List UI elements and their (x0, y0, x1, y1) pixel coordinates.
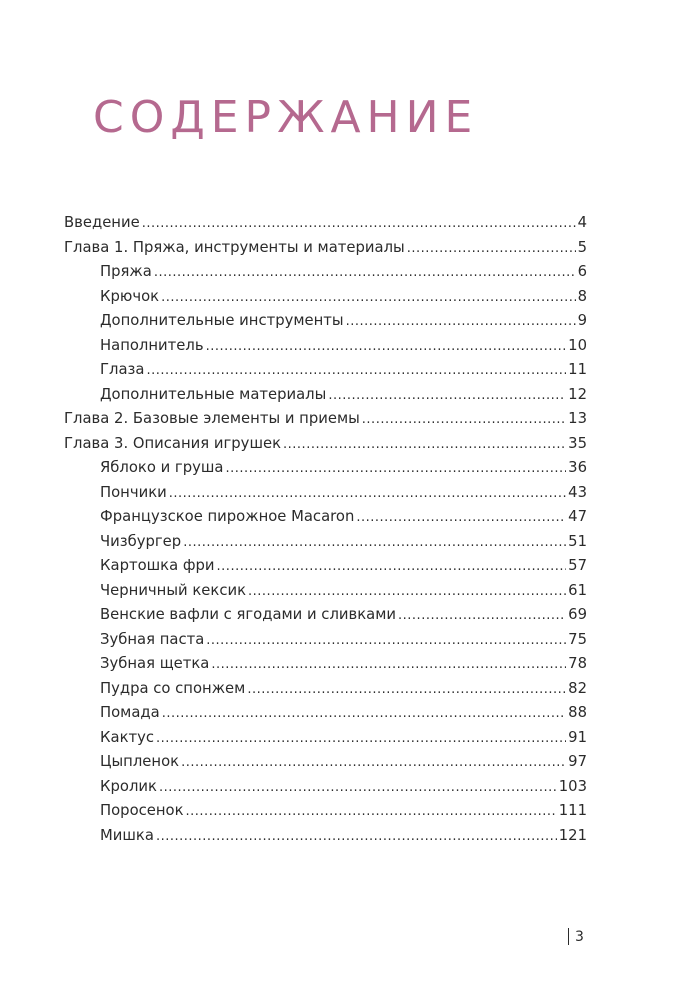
toc-leader-dots (407, 237, 576, 262)
toc-leader-dots (147, 359, 567, 384)
toc-entry-label: Зубная паста (100, 630, 205, 648)
toc-entry-page: 11 (568, 361, 587, 378)
toc-entry-label: Яблоко и груша (100, 459, 224, 476)
toc-leader-dots (247, 678, 566, 703)
toc-entry[interactable] (64, 236, 587, 261)
toc-leader-dots (206, 335, 567, 360)
toc-entry-page: 88 (568, 704, 587, 721)
toc-entry-page: 8 (577, 287, 587, 305)
toc-entry-label: Зубная щетка (100, 655, 210, 672)
toc-entry-label: Цыпленок (100, 753, 180, 770)
toc-entry-page: 35 (568, 434, 587, 452)
toc-leader-dots (169, 482, 566, 507)
toc-entry-page: 12 (568, 385, 587, 403)
toc-leader-dots (156, 825, 557, 850)
toc-leader-dots (398, 604, 566, 629)
toc-entry[interactable] (64, 456, 587, 481)
toc-entry-page: 9 (577, 312, 587, 329)
page-number-divider (568, 928, 569, 945)
toc-entry-page: 57 (568, 557, 587, 574)
toc-entry-page: 91 (568, 728, 587, 746)
toc-entry-label: Пряжа (100, 263, 152, 280)
toc-entry-page: 10 (568, 336, 587, 354)
toc-entry-label: Венские вафли с ягодами и сливками (100, 606, 397, 623)
toc-entry[interactable] (64, 824, 587, 849)
toc-entry-page: 103 (558, 777, 587, 795)
toc-leader-dots (283, 433, 566, 458)
toc-entry-page: 47 (568, 508, 587, 525)
toc-leader-dots (183, 531, 566, 556)
toc-entry-label: Крючок (100, 287, 160, 305)
toc-entry-label: Глаза (100, 361, 145, 378)
toc-entry-label: Картошка фри (100, 557, 215, 574)
toc-entry-page: 82 (568, 679, 587, 697)
toc-leader-dots (142, 212, 576, 237)
toc-entry[interactable] (64, 260, 587, 285)
toc-entry-label: Дополнительные материалы (100, 385, 327, 403)
toc-entry-label: Поросенок (100, 802, 184, 819)
toc-leader-dots (225, 457, 566, 482)
toc-entry-page: 13 (568, 410, 587, 427)
toc-entry[interactable] (64, 628, 587, 653)
toc-entry-label: Глава 2. Базовые элементы и приемы (64, 410, 360, 427)
toc-entry-label: Мишка (100, 826, 154, 844)
toc-entry-label: Помада (100, 704, 160, 721)
toc-entry[interactable] (64, 505, 587, 530)
toc-leader-dots (356, 506, 566, 531)
toc-entry[interactable] (64, 334, 587, 359)
toc-entry-label: Пудра со спонжем (100, 679, 246, 697)
toc-entry[interactable] (64, 603, 587, 628)
toc-entry[interactable] (64, 211, 587, 236)
toc-leader-dots (211, 653, 566, 678)
toc-entry-page: 97 (568, 753, 587, 770)
toc-entry-label: Французское пирожное Macaron (100, 508, 355, 525)
toc-entry[interactable] (64, 432, 587, 457)
toc-entry[interactable] (64, 775, 587, 800)
toc-leader-dots (159, 776, 557, 801)
toc-leader-dots (217, 555, 567, 580)
toc-entry-page: 111 (558, 802, 587, 819)
toc-entry-page: 121 (558, 826, 587, 844)
toc-entry-label: Введение (64, 214, 140, 231)
toc-entry[interactable] (64, 309, 587, 334)
toc-entry[interactable] (64, 530, 587, 555)
toc-entry-label: Наполнитель (100, 336, 204, 354)
toc-entry[interactable] (64, 579, 587, 604)
toc-leader-dots (162, 702, 566, 727)
table-of-contents (64, 211, 587, 848)
toc-entry-page: 5 (577, 238, 587, 256)
toc-leader-dots (362, 408, 566, 433)
toc-entry-page: 69 (568, 606, 587, 623)
toc-entry-page: 4 (577, 214, 587, 231)
toc-entry-label: Пончики (100, 483, 167, 501)
toc-leader-dots (156, 727, 566, 752)
toc-leader-dots (206, 629, 566, 654)
toc-leader-dots (248, 580, 566, 605)
toc-entry-label: Чизбургер (100, 532, 182, 550)
toc-entry-page: 75 (568, 630, 587, 648)
toc-leader-dots (161, 286, 575, 311)
toc-entry[interactable] (64, 554, 587, 579)
toc-leader-dots (154, 261, 576, 286)
toc-entry-label: Глава 1. Пряжа, инструменты и материалы (64, 238, 405, 256)
toc-entry[interactable] (64, 652, 587, 677)
toc-entry[interactable] (64, 799, 587, 824)
toc-entry[interactable] (64, 383, 587, 408)
toc-entry[interactable] (64, 701, 587, 726)
toc-entry-page: 43 (568, 483, 587, 501)
toc-entry-label: Дополнительные инструменты (100, 312, 344, 329)
toc-entry[interactable] (64, 407, 587, 432)
toc-leader-dots (346, 310, 576, 335)
page-title: СОДЕРЖАНИЕ (93, 92, 479, 143)
toc-entry[interactable] (64, 285, 587, 310)
page-number-value: 3 (575, 928, 584, 945)
toc-leader-dots (328, 384, 566, 409)
toc-entry[interactable] (64, 481, 587, 506)
toc-entry[interactable] (64, 358, 587, 383)
toc-entry-label: Черничный кексик (100, 581, 247, 599)
toc-entry[interactable] (64, 677, 587, 702)
toc-entry[interactable] (64, 750, 587, 775)
toc-entry-label: Глава 3. Описания игрушек (64, 434, 282, 452)
toc-entry-page: 6 (577, 263, 587, 280)
page-number (568, 928, 584, 945)
toc-entry[interactable] (64, 726, 587, 751)
toc-entry-page: 78 (568, 655, 587, 672)
toc-entry-page: 51 (568, 532, 587, 550)
toc-entry-page: 36 (568, 459, 587, 476)
toc-entry-label: Кролик (100, 777, 157, 795)
toc-leader-dots (186, 800, 557, 825)
toc-leader-dots (181, 751, 566, 776)
toc-entry-page: 61 (568, 581, 587, 599)
toc-entry-label: Кактус (100, 728, 155, 746)
